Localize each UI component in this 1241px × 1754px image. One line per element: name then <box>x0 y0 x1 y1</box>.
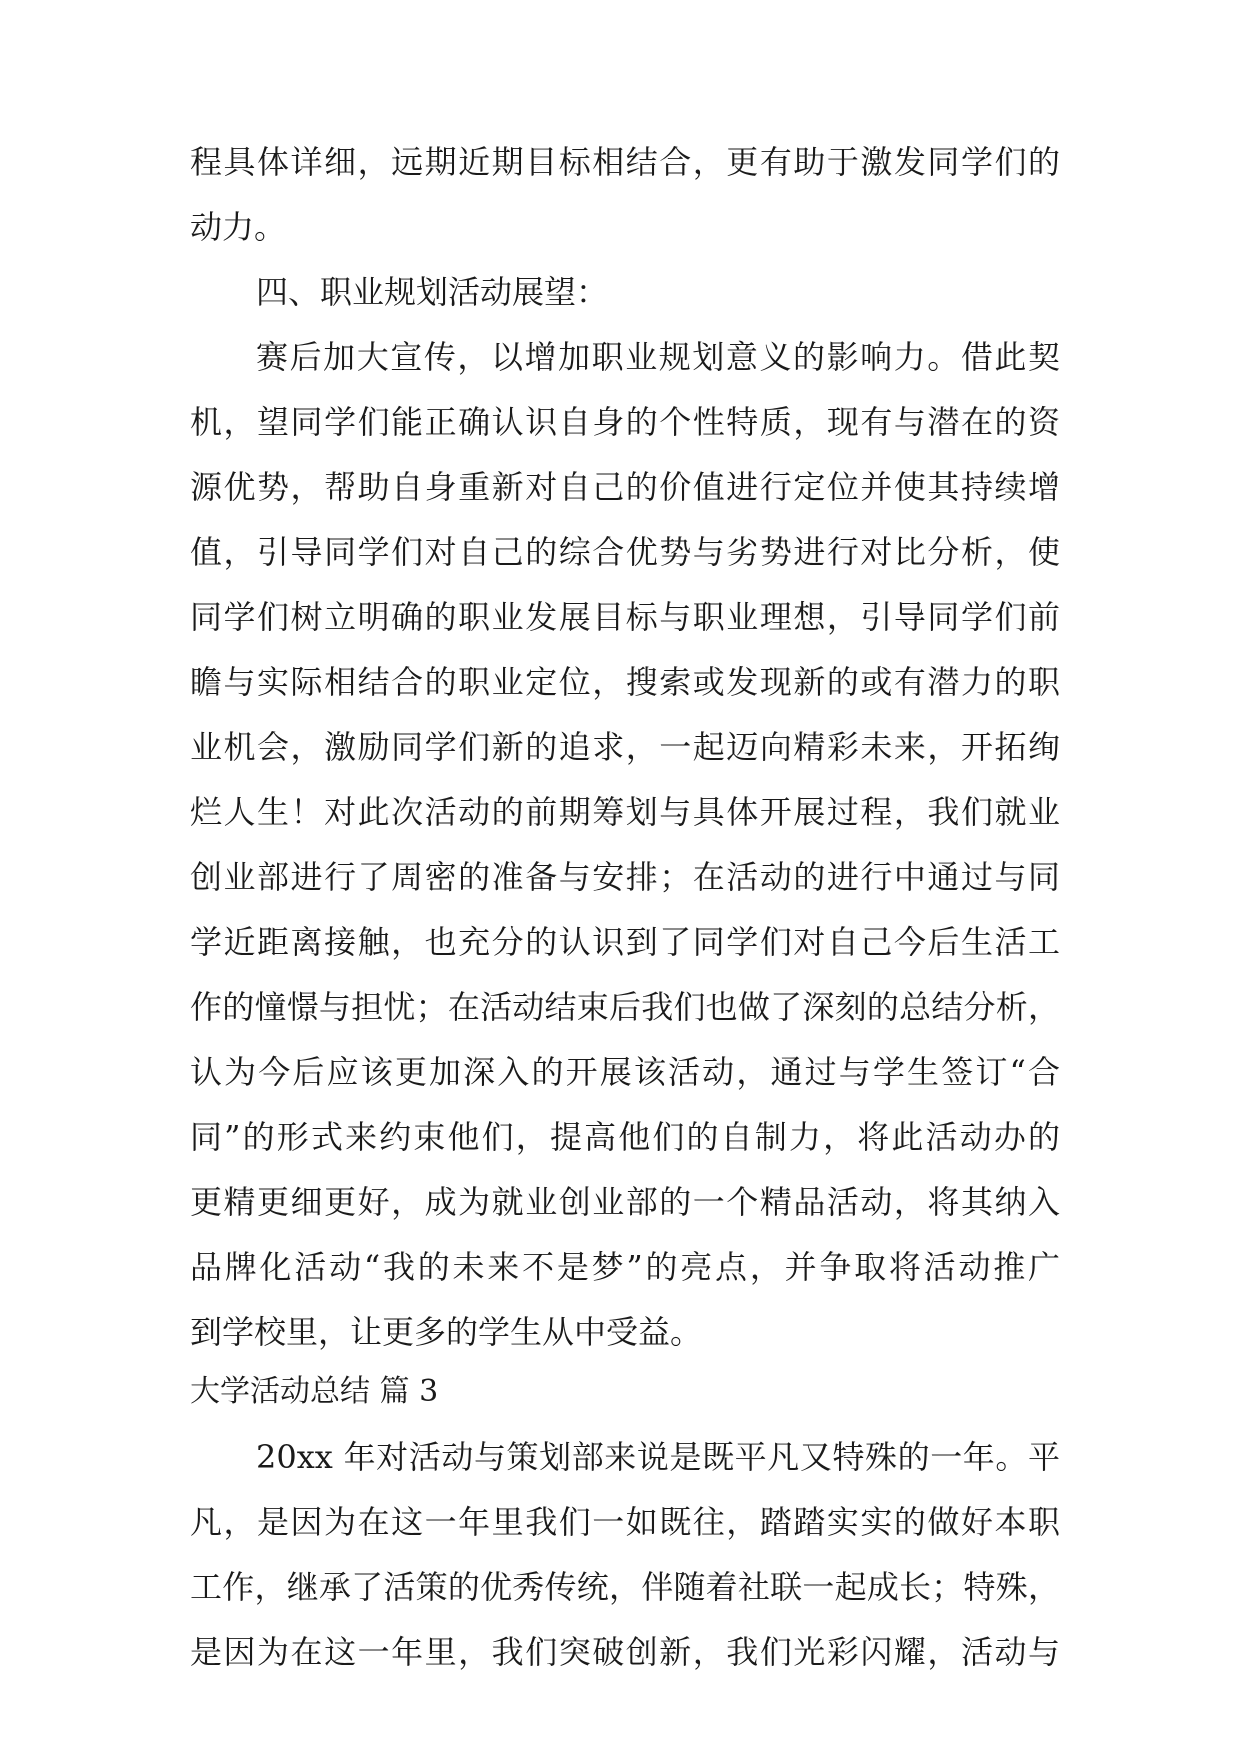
text-line: 同”的形式来约束他们，提高他们的自制力，将此活动办的 <box>190 1118 1060 1156</box>
section-heading: 大学活动总结 篇 3 <box>190 1374 439 1409</box>
text-line: 创业部进行了周密的准备与安排；在活动的进行中通过与同 <box>190 858 1060 896</box>
text-line: 动力。 <box>190 208 287 246</box>
text-line: 凡，是因为在这一年里我们一如既往，踏踏实实的做好本职 <box>190 1503 1060 1541</box>
text-line: 赛后加大宣传，以增加职业规划意义的影响力。借此契 <box>256 338 1060 376</box>
text-line: 认为今后应该更加深入的开展该活动，通过与学生签订“合 <box>190 1053 1060 1091</box>
text-line: 到学校里，让更多的学生从中受益。 <box>190 1313 703 1351</box>
text-line: 是因为在这一年里，我们突破创新，我们光彩闪耀，活动与 <box>190 1633 1060 1671</box>
text-line: 源优势，帮助自身重新对自己的价值进行定位并使其持续增 <box>190 468 1060 506</box>
section-subheading: 四、职业规划活动展望： <box>256 273 609 311</box>
text-line: 烂人生！对此次活动的前期筹划与具体开展过程，我们就业 <box>190 793 1060 831</box>
text-line: 作的憧憬与担忧；在活动结束后我们也做了深刻的总结分析， <box>190 988 1060 1026</box>
text-line: 值，引导同学们对自己的综合优势与劣势进行对比分析，使 <box>190 533 1060 571</box>
text-line: 同学们树立明确的职业发展目标与职业理想，引导同学们前 <box>190 598 1060 636</box>
text-line: 品牌化活动“我的未来不是梦”的亮点，并争取将活动推广 <box>190 1248 1060 1286</box>
text-line: 瞻与实际相结合的职业定位，搜索或发现新的或有潜力的职 <box>190 663 1060 701</box>
text-line: 更精更细更好，成为就业创业部的一个精品活动，将其纳入 <box>190 1183 1060 1221</box>
text-line: 学近距离接触，也充分的认识到了同学们对自己今后生活工 <box>190 923 1060 961</box>
text-line: 机，望同学们能正确认识自身的个性特质，现有与潜在的资 <box>190 403 1060 441</box>
text-line: 业机会，激励同学们新的追求，一起迈向精彩未来，开拓绚 <box>190 728 1060 766</box>
text-line: 程具体详细，远期近期目标相结合，更有助于激发同学们的 <box>190 143 1060 181</box>
text-line: 工作，继承了活策的优秀传统，伴随着社联一起成长；特殊， <box>190 1568 1060 1606</box>
text-line: 20xx 年对活动与策划部来说是既平凡又特殊的一年。平 <box>256 1438 1060 1476</box>
